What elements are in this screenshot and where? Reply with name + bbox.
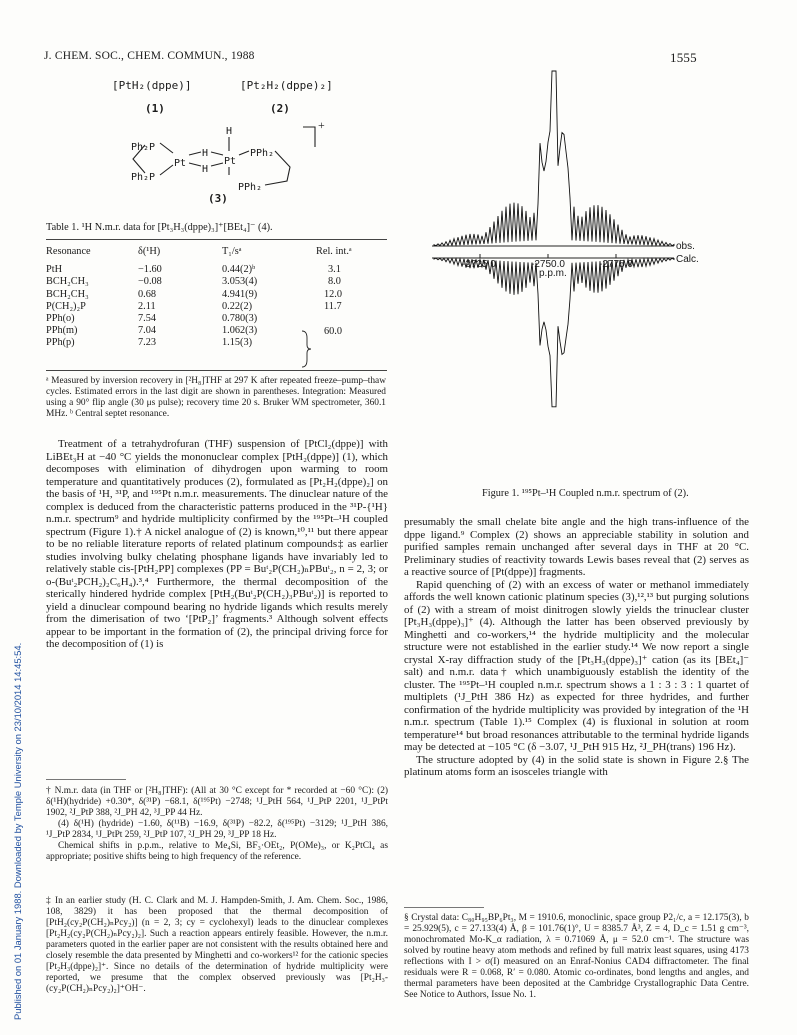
table-header-cell: Rel. int.ᵃ xyxy=(316,246,352,257)
table-row xyxy=(46,276,376,288)
tick-label: -2750.0 xyxy=(531,259,565,270)
table-row xyxy=(46,301,376,313)
paragraph: The structure adopted by (4) in the solid state is shown in Figure 2.§ The platinum atoms form an isosceles triangle with xyxy=(404,753,749,778)
table-row xyxy=(46,313,376,325)
table-cell: BCH₂CH₃ xyxy=(46,288,89,300)
table-cell: 0.22(2) xyxy=(222,300,253,312)
table-row xyxy=(46,289,376,301)
right-body-text xyxy=(404,516,749,779)
compound-1-number: (1) xyxy=(145,102,165,115)
table1-footnote: ᵃ Measured by inversion recovery in [²H₈]THF at 297 K after repeated freeze–pump–thaw cycles. Estimated errors in the last digit are shown in parentheses. Integration: Measured using a 90° flip angle (30 μs pulse); recovery time 20 s. Bruker WM spectrometer, 360.1 MHz. ᵇ Central septet resonance. xyxy=(46,376,386,419)
table-cell: BCH₂CH₃ xyxy=(46,276,89,288)
table-cell: 11.7 xyxy=(324,300,342,312)
table1 xyxy=(46,246,376,350)
table-cell: 7.23 xyxy=(138,337,157,349)
table-header-cell: Resonance xyxy=(46,246,91,257)
compound-2-number: (2) xyxy=(270,102,290,115)
table-cell: 1.062(3) xyxy=(222,325,258,337)
ph2p-top-label: Ph₂P xyxy=(131,142,156,153)
calc-trace xyxy=(434,258,674,407)
tick-label: -2725.0 xyxy=(462,259,496,270)
dagger-footnote xyxy=(46,786,388,863)
table-cell: 0.68 xyxy=(138,288,157,300)
table-cell: 3.1 xyxy=(328,264,341,276)
obs-label: obs. xyxy=(676,241,695,252)
footnote-paragraph: Chemical shifts in p.p.m., relative to Me₄Si, BF₃·OEt₂, P(OMe)₃, or K₂PtCl₄ as appropriate; positive shifts being to high frequency of the reference. xyxy=(46,841,388,862)
table-cell: 0.780(3) xyxy=(222,312,258,324)
journal-header: J. CHEM. SOC., CHEM. COMMUN., 1988 xyxy=(44,50,255,62)
table-cell: P(CH₂)₂P xyxy=(46,300,86,312)
calc-label: Calc. xyxy=(676,254,699,265)
table-cell: 12.0 xyxy=(324,288,343,300)
table-cell: −0.08 xyxy=(138,276,162,288)
table-cell: 3.053(4) xyxy=(222,276,258,288)
pph2-right-label: PPh₂ xyxy=(250,148,275,159)
figure1-caption: Figure 1. ¹⁹⁵Pt–¹H Coupled n.m.r. spectrum of (2). xyxy=(482,488,689,499)
compound-2-formula: [Pt₂H₂(dppe)₂] xyxy=(240,79,333,92)
paragraph: Rapid quenching of (2) with an excess of water or methanol immediately affords the well known cationic platinum species (3),¹²,¹³ but purging solutions of (2) with a stream of moist dinitrogen slowly yields the trinuclear cluster [Pt₃H₃(dppe)₃]⁺ (4). Although the latter has been observed previously by Minghetti and co-workers,¹⁴ the hydride multiplicity and the molecular structure were not established in the earlier study.¹⁴ We now report a single crystal X-ray diffraction study of the [Pt₃H₃(dppe)₃]⁺ cation (as its [BEt₄]⁻ salt) and n.m.r. data† which unambiguously establish the identity of the cluster. The ¹⁹⁵Pt–¹H coupled n.m.r. spectrum shows a 1 : 3 : 3 : 1 quartet of multiplets (¹J_PtH 386 Hz) as expected for three hydrides, and further confirmation of the hydride multiplicity was provided by integration of the ¹H n.m.r. spectrum (Table 1).¹⁵ Complex (4) is fluxional in solution at room temperature¹⁴ but broad resonances attributable to the terminal hydride ligands may be detected at −105 °C (δ −3.07, ¹J_PtH 915 Hz, ²J_PH(trans) 196 Hz). xyxy=(404,578,749,753)
compound-1-formula: [PtH₂(dppe)] xyxy=(112,79,192,92)
table-header-cell: T₁/sᵃ xyxy=(222,246,242,257)
compound-3-number: (3) xyxy=(208,192,228,205)
table-cell: 0.44(2)ᵇ xyxy=(222,264,256,276)
h-terminal-label: H xyxy=(226,126,233,137)
table-row xyxy=(46,264,376,276)
table-cell: 1.15(3) xyxy=(222,337,253,349)
charge-label: + xyxy=(318,118,325,132)
paragraph: presumably the small chelate bite angle and the high trans-influence of the dppe ligand.⁹ Complex (2) shows an appreciable stability in solution and purified samples remain unchanged after several days in THF at 20 °C. Preliminary studies of reactivity towards Lewis bases reveal that (2) serves as a reactive source of [Pt(dppe)] fragments. xyxy=(404,516,749,578)
footnote-paragraph: † N.m.r. data (in THF or [²H₈]THF): (All at 30 °C except for * recorded at −60 °C): (2) δ(¹H)(hydride) +0.30*, δ(³¹P) −68.1, δ(¹⁹⁵Pt) −2748; ¹J_PtH 564, ¹J_PtP 2201, ¹J_PtPt 1902, ²J_PtP 388, ²J_PH 42, ³J_PP 44 Hz. xyxy=(46,786,388,818)
pt-left-label: Pt xyxy=(174,158,187,169)
table-header-row xyxy=(46,246,376,258)
side-download-notice: Published on 01 January 1988. Downloaded by Temple University on 23/10/2014 14:45:54. xyxy=(12,642,23,1020)
ph2p-bottom-label: Ph₂P xyxy=(131,172,156,183)
table-header-cell: δ(¹H) xyxy=(138,246,161,257)
obs-trace xyxy=(434,71,674,246)
h-bridge-1-label: H xyxy=(202,148,209,159)
table1-caption: Table 1. ¹H N.m.r. data for [Pt₃H₃(dppe)₃]⁺[BEt₄]⁻ (4). xyxy=(46,222,273,233)
table-cell: PPh(p) xyxy=(46,337,75,349)
table-cell: PPh(o) xyxy=(46,312,75,324)
table-cell: PtH xyxy=(46,264,63,276)
table-cell: 8.0 xyxy=(328,276,341,288)
axis-unit: p.p.m. xyxy=(539,268,567,279)
table-cell: 60.0 xyxy=(324,325,343,337)
crystal-data-footnote: § Crystal data: C₈₀H₉₅BP₆Pt₃, M = 1910.6, monoclinic, space group P2₁/c, a = 12.175(3), b = 25.929(5), c = 27.133(4) Å, β = 101.76(1)°, U = 8385.7 Å³, Z = 4, D_c = 1.51 g cm⁻³, monochromated Mo-K_α radiation, λ = 0.71069 Å, μ = 52.0 cm⁻¹. The structure was solved by routine heavy atom methods and refined by full matrix least squares, using 4173 reflections with I > σ(I) measured on an Enraf-Nonius CAD4 diffractometer. The final residuals were R = 0.068, R′ = 0.080. Atomic co-ordinates, bond lengths and angles, and thermal parameters have been deposited at the Cambridge Crystallographic Data Centre. See Notice to Authors, Issue No. 1. xyxy=(404,913,749,1000)
table-cell: −1.60 xyxy=(138,264,162,276)
page-number: 1555 xyxy=(670,50,697,65)
table-cell: 7.04 xyxy=(138,325,157,337)
left-body-text xyxy=(46,438,388,651)
h-bridge-2-label: H xyxy=(202,164,209,175)
table-cell: PPh(m) xyxy=(46,325,78,337)
footnote-paragraph: (4) δ(¹H) (hydride) −1.60, δ(¹¹B) −16.9, δ(³¹P) −82.2, δ(¹⁹⁵Pt) −3129; ¹J_PtH 386, ¹J_PtP 2834, ¹J_PtPt 259, ²J_PtP 107, ²J_PH 29, ³J_PP 18 Hz. xyxy=(46,819,388,840)
double-dagger-footnote: ‡ In an earlier study (H. C. Clark and M. J. Hampden-Smith, J. Am. Chem. Soc., 1986, 108, 3829) it has been proposed that the thermal decomposition of [PtH₂(cy₂P(CH₂)ₙPcy₂)] (n = 2, 3; cy = cyclohexyl) leads to the dinuclear complexes [Pt₂H₂(cy₂P(CH₂)ₙPcy₂)₂]. Such a reaction appears entirely feasible. However, the n.m.r. parameters quoted in the earlier paper are not consistent with the results obtained here and closely resemble the data presented by Minghetti and co-workers¹² for the cationic species [Pt₂H₃(dppe)₂]⁺. Since no details of the determination of hydride multiplicity were reported, we presume that the complex observed previously was [Pt₂H₃-(cy₂P(CH₂)ₙPcy₂)₂]⁺OH⁻. xyxy=(46,896,388,994)
table-cell: 4.941(9) xyxy=(222,288,258,300)
table-cell: 7.54 xyxy=(138,312,157,324)
pt-right-label: Pt xyxy=(224,156,237,167)
paragraph: Treatment of a tetrahydrofuran (THF) suspension of [PtCl₂(dppe)] with LiBEt₃H at −40 °C yields the mononuclear complex [PtH₂(dppe)] (1), which decomposes with elimination of dihydrogen upon warming to room temperature and quantitatively produces (2), formulated as [Pt₂H₂(dppe)₂] on the basis of ¹H, ³¹P, and ¹⁹⁵Pt n.m.r. measurements. The dinuclear nature of the complex is deduced from the characteristic patterns produced in the ³¹P-{¹H} n.m.r. spectrum⁹ and hydride multiplicity confirmed by the ¹⁹⁵Pt–¹H coupled spectrum (Figure 1).† A nickel analogue of (2) is known,¹⁰,¹¹ but there appear to be no reliable literature reports of related platinum compounds‡ as earlier studies involving bulky chelating phosphane ligands have invariably led to relatively stable cis-[PtH₂PP] complexes (PP = Buᵗ₂P(CH₂)ₙPBuᵗ₂, n = 2, 3; or o-(Buᵗ₂PCH₂)₂C₆H₄).³,⁴ Furthermore, the thermal decomposition of the sterically hindered hydride complex [PtH₂(Buᵗ₂P(CH₂)₃PBuᵗ₂)] is reported to yield a dinuclear compound bearing no hydride ligands which results merely from the dimerisation of two ‘[PtP₂]’ fragments.³ Although solvent effects appear to be important in the formation of (2), the principal driving force for the decomposition of (1) is xyxy=(46,438,388,650)
table-cell: 2.11 xyxy=(138,300,156,312)
tick-label: -2775.0 xyxy=(599,259,633,270)
pph2-bottom-label: PPh₂ xyxy=(238,182,263,193)
table-brace xyxy=(300,330,312,368)
